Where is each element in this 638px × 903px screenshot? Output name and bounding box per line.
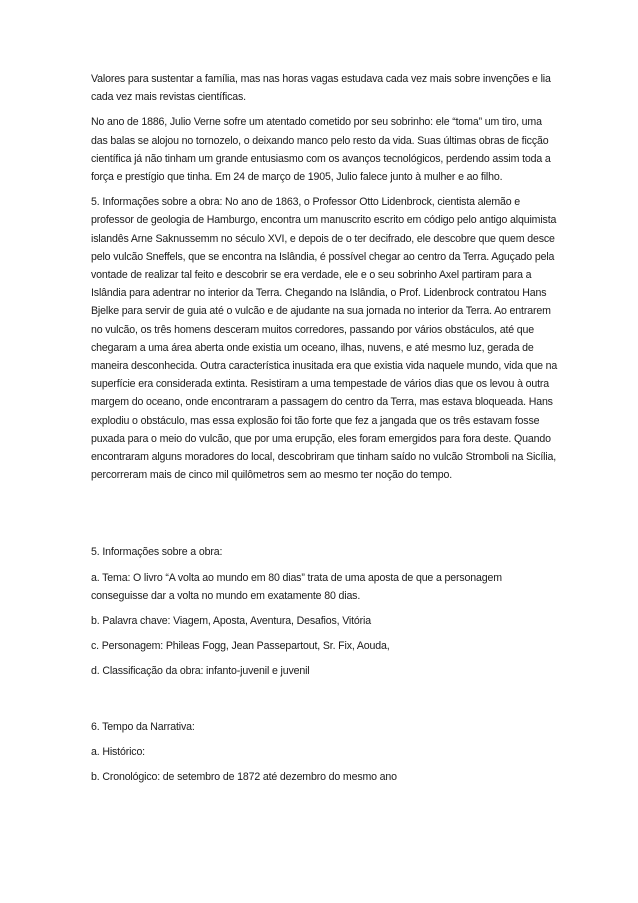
item-keywords: b. Palavra chave: Viagem, Aposta, Aventura, Desafios, Vitória <box>91 615 371 628</box>
blank-space <box>91 484 561 543</box>
paragraph-attack-1886: No ano de 1886, Julio Verne sofre um atentado cometido por seu sobrinho: ele “toma” um tiro, uma das balas se alojou no tornozelo, o deixando manco pelo resto da vida. Suas últimas obras de ficção científica já não tinham um grande entusiasmo com os avanços tecnológicos, perdendo assim toda a força e prestígio que tinha. Em 24 de março de 1905, Julio falece junto à mulher e ao filho. <box>91 116 551 184</box>
item-classification: d. Classificação da obra: infanto-juvenil e juvenil <box>91 665 310 678</box>
item-chronological: b. Cronológico: de setembro de 1872 até dezembro do mesmo ano <box>91 771 397 784</box>
item-theme: a. Tema: O livro “A volta ao mundo em 80 dias” trata de uma aposta de que a personagem conseguisse dar a volta no mundo em exatamente 80 dias. <box>91 571 502 602</box>
heading-narrative-time: 6. Tempo da Narrativa: <box>91 720 195 733</box>
item-characters: c. Personagem: Phileas Fogg, Jean Passepartout, Sr. Fix, Aouda, <box>91 640 390 653</box>
heading-work-info: 5. Informações sobre a obra: <box>91 546 223 559</box>
paragraph-work-summary-center-earth: 5. Informações sobre a obra: No ano de 1863, o Professor Otto Lidenbrock, cientista alemão e professor de geologia de Hamburgo, encontra um manuscrito escrito em código pelo antigo alquimista islandês Arne Saknussemm no século XVI, e depois de o ter decifrado, ele descobre que quem desce pelo vulcão Sneffels, que se encontra na Islândia, é possível chegar ao centro da Terra. Aguçado pela vontade de realizar tal feito e descobrir se era verdade, ele e o seu sobrinho Axel partiram para a Islândia para adentrar no interior da Terra. Chegando na Islândia, o Prof. Lidenbrock contratou Hans Bjelke para servir de guia até o vulcão e de ajudante na sua jornada no interior da Terra. Ao entrarem no vulcão, os três homens desceram muitos corredores, passando por vários obstáculos, até que chegaram a uma área aberta onde existia um oceano, ilhas, nuvens, e até mesmo luz, gerada de maneira desconhecida. Outra característica inusitada era que existia vida naquele mundo, vida que na superfície era considerada extinta. Resistiram a uma tempestade de vários dias que os levou à outra margem do oceano, onde encontraram a passagem do centro da Terra, mas estava bloqueada. Hans explodiu o obstáculo, mas essa explosão foi tão forte que fez a jangada que os três estavam fosse puxada para o meio do vulcão, que por uma erupção, eles foram emergidos para fora deste. Quando encontraram alguns moradores do local, descobriram que tinham saído no vulcão Stromboli na Sicília, percorreram mais de cinco mil quilômetros sem ao mesmo ter noção do tempo. <box>91 196 558 482</box>
blank-space-2 <box>91 681 561 718</box>
item-historical: a. Histórico: <box>91 745 145 758</box>
paragraph-family-values: Valores para sustentar a família, mas nas horas vagas estudava cada vez mais sobre invenções e lia cada vez mais revistas científicas. <box>91 73 551 104</box>
document-page <box>91 70 561 786</box>
